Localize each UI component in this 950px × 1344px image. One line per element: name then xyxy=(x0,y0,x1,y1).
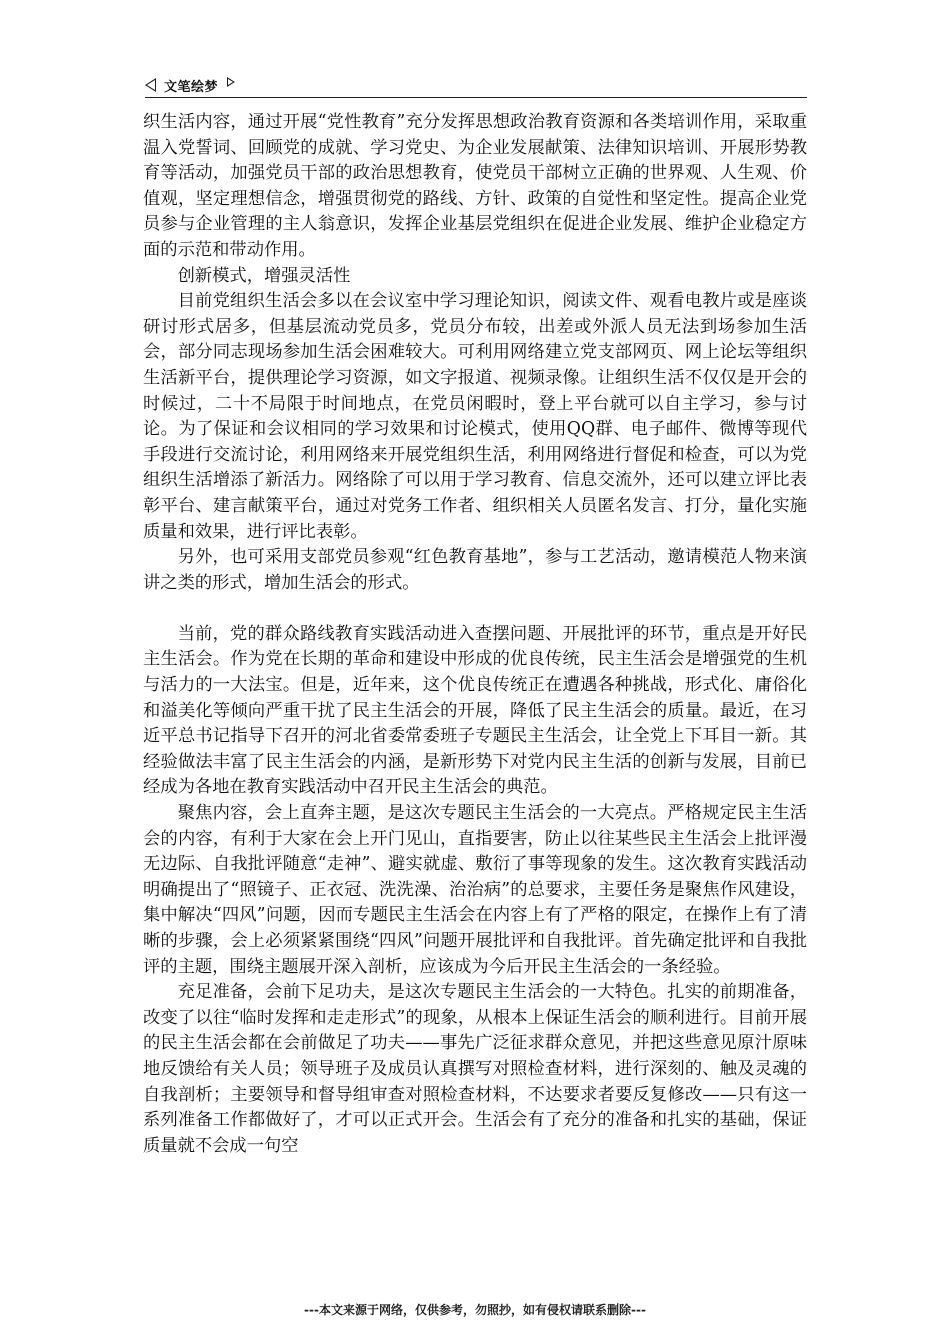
section-heading: 创新模式，增强灵活性 xyxy=(177,265,351,286)
footer-disclaimer: ---本文来源于网络，仅供参考，勿照抄，如有侵权请联系删除--- xyxy=(304,1303,646,1317)
paragraph: 充足准备，会前下足功夫，是这次专题民主生活会的一大特色。扎实的前期准备，改变了以往“临时发挥和走走形式”的现象，从根本上保证生活会的顺利进行。目前开展的民主生活会都在会前做足了功夫——事先广泛征求群众意见，并把这些意见原汁原味地反馈给有关人员；领导班子及成员认真撰写对照检查材料，进行深刻的、触及灵魂的自我剖析；主要领导和督导组审查对照检查材料，不达要求者要反复修改——只有这一系列准备工作都做好了，才可以正式开会。生活会有了充分的准备和扎实的基础，保证质量就不会成一句空 xyxy=(143,982,807,1156)
paragraph-continued: 织生活内容，通过开展“党性教育”充分发挥思想政治教育资源和各类培训作用，采取重温入党誓词、回顾党的成就、学习党史、为企业发展献策、法律知识培训、开展形势教育等活动，加强党员干部的政治思想教育，使党员干部树立正确的世界观、人生观、价值观，坚定理想信念，增强贯彻党的路线、方针、政策的自觉性和坚定性。提高企业党员参与企业管理的主人翁意识，发挥企业基层党组织在促进企业发展、维护企业稳定方面的示范和带动作用。 xyxy=(143,112,807,260)
paragraph: 目前党组织生活会多以在会议室中学习理论知识，阅读文件、观看电教片或是座谈研讨形式居多，但基层流动党员多，党员分布较，出差或外派人员无法到场参加生活会，部分同志现场参加生活会困难较大。可利用网络建立党支部网页、网上论坛等组织生活新平台，提供理论学习资源，如文字报道、视频录像。让组织生活不仅仅是开会的时候过，二十不局限于时间地点，在党员闲暇时，登上平台就可以自主学习，参与讨论。为了保证和会议相同的学习效果和讨论模式，使用QQ群、电子邮件、微博等现代手段进行交流讨论，利用网络来开展党组织生活，利用网络进行督促和检查，可以为党组织生活增添了新活力。网络除了可以用于学习教育、信息交流外，还可以建立评比表彰平台、建言献策平台，通过对党务工作者、组织相关人员匿名发言、打分，量化实施质量和效果，进行评比表彰。 xyxy=(143,291,807,542)
triangle-left-icon xyxy=(145,78,156,92)
paragraph: 聚焦内容，会上直奔主题，是这次专题民主生活会的一大亮点。严格规定民主生活会的内容，有利于大家在会上开门见山，直指要害，防止以往某些民主生活会上批评漫无边际、自我批评随意“走神”、避实就虚、敷衍了事等现象的发生。这次教育实践活动明确提出了“照镜子、正衣冠、洗洗澡、治治病”的总要求，主要任务是聚焦作风建设，集中解决“四风”问题，因而专题民主生活会在内容上有了严格的限定，在操作上有了清晰的步骤，会上必须紧紧围绕“四风”问题开展批评和自我批评。首先确定批评和自我批评的主题，围绕主题展开深入剖析，应该成为今后开民主生活会的一条经验。 xyxy=(143,803,807,977)
header-brand: 文笔绘梦 xyxy=(164,79,219,95)
header-divider xyxy=(145,97,807,98)
blank-line xyxy=(143,596,807,622)
document-body xyxy=(143,110,807,1159)
paragraph: 当前，党的群众路线教育实践活动进入查摆问题、开展批评的环节，重点是开好民主生活会。作为党在长期的革命和建设中形成的优良传统，民主生活会是增强党的生机与活力的一大法宝。但是，近年来，这个优良传统正在遭遇各种挑战，形式化、庸俗化和溢美化等倾向严重干扰了民主生活会的开展，降低了民主生活会的质量。最近，在习近平总书记指导下召开的河北省委常委班子专题民主生活会，让全党上下耳目一新。其经验做法丰富了民主生活会的内涵，是新形势下对党内民主生活的创新与发展，目前已经成为各地在教育实践活动中召开民主生活会的典范。 xyxy=(143,623,807,798)
triangle-right-icon xyxy=(227,77,235,87)
paragraph: 另外，也可采用支部党员参观“红色教育基地”，参与工艺活动，邀请模范人物来演讲之类的形式，增加生活会的形式。 xyxy=(143,547,807,593)
page-header xyxy=(145,74,807,96)
